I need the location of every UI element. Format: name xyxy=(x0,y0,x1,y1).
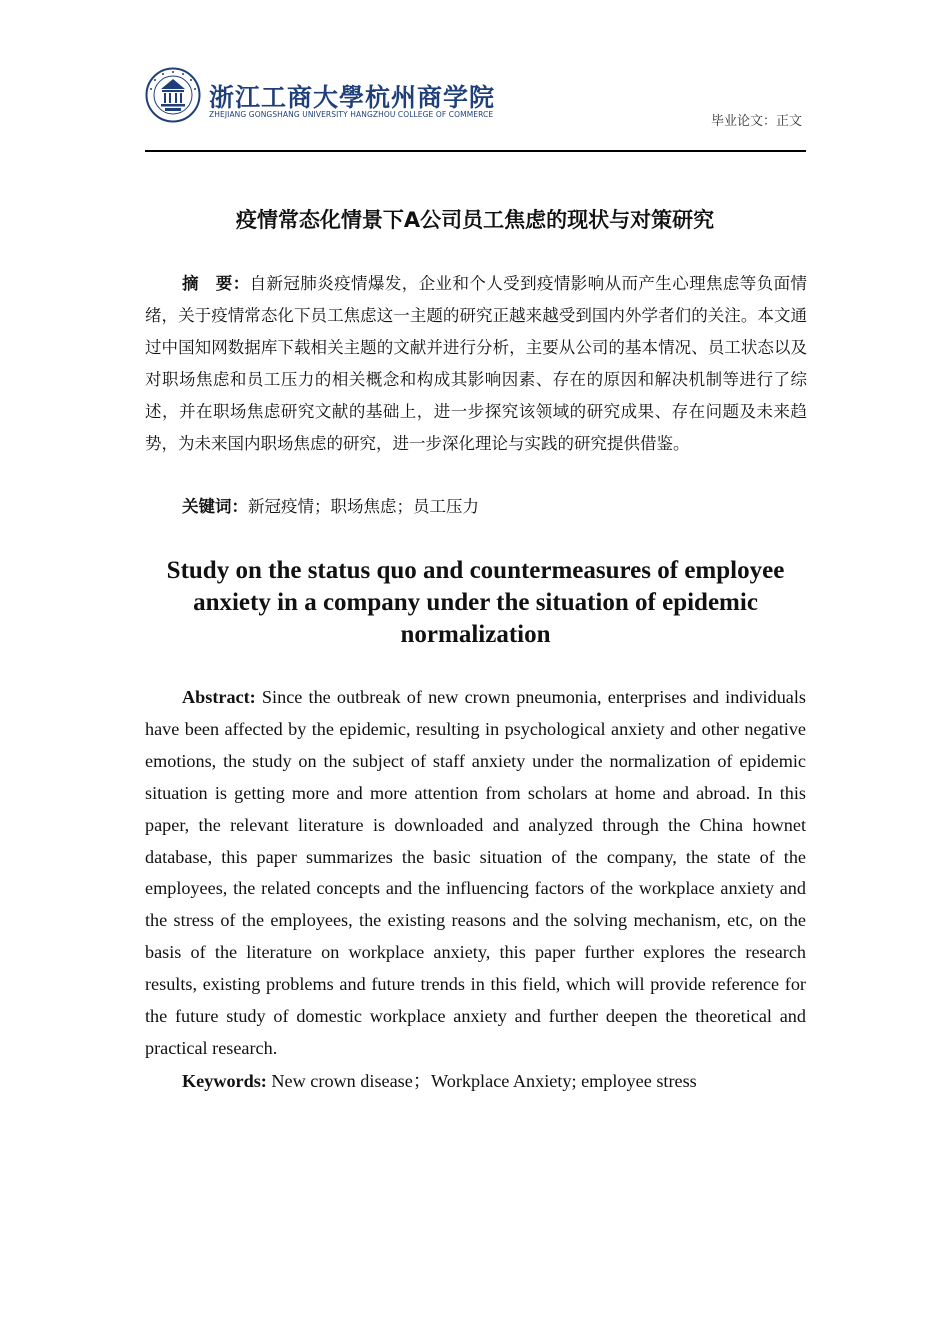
page-header xyxy=(145,64,806,152)
english-title: Study on the status quo and countermeasures of employee anxiety in a company under the situation of epidemic normalization xyxy=(166,557,785,648)
english-keywords-text: New crown disease；Workplace Anxiety; employee stress xyxy=(266,1071,697,1091)
university-seal-icon xyxy=(145,67,201,123)
english-abstract-text: Since the outbreak of new crown pneumonia, enterprises and individuals have been affected by the epidemic, resulting in psychological anxiety and other negative emotions, the study on the subject of staff anxiety under the normalization of epidemic situation is getting more and more attention from scholars at home and abroad. In this paper, the relevant literature is downloaded and analyzed through the China hownet database, this paper summarizes the basic situation of the company, the state of the employees, the related concepts and the influencing factors of the workplace anxiety and the stress of the employees, the existing reasons and the solving mechanism, etc, on the basis of the literature on workplace anxiety, this paper further explores the research results, existing problems and future trends in this field, which will provide reference for the future study of domestic workplace anxiety and further deepen the theoretical and practical research. xyxy=(145,687,806,1058)
english-keywords xyxy=(182,1065,697,1097)
chinese-abstract-label: 摘 要： xyxy=(182,274,250,293)
chinese-title: 疫情常态化情景下A公司员工焦虑的现状与对策研究 xyxy=(235,208,715,232)
english-keywords-label: Keywords: xyxy=(182,1071,267,1091)
header-divider xyxy=(145,150,806,152)
chinese-keywords xyxy=(182,491,479,523)
university-logo-english: ZHEJIANG GONGSHANG UNIVERSITY HANGZHOU COLLEGE OF COMMERCE xyxy=(209,110,494,119)
english-abstract xyxy=(145,682,806,1065)
chinese-abstract-text: 自新冠肺炎疫情爆发，企业和个人受到疫情影响从而产生心理焦虑等负面情绪，关于疫情常态化下员工焦虑这一主题的研究正越来越受到国内外学者们的关注。本文通过中国知网数据库下载相关主题的文献并进行分析，主要从公司的基本情况、员工状态以及对职场焦虑和员工压力的相关概念和构成其影响因素、存在的原因和解决机制等进行了综述，并在职场焦虑研究文献的基础上，进一步探究该领域的研究成果、存在问题及未来趋势，为未来国内职场焦虑的研究，进一步深化理论与实践的研究提供借鉴。 xyxy=(145,274,808,453)
english-abstract-label: Abstract: xyxy=(182,687,256,707)
university-logo-chinese: 浙江工商大學杭州商学院 xyxy=(209,83,496,112)
chinese-keywords-label: 关键词： xyxy=(182,497,248,516)
chinese-abstract xyxy=(145,268,807,460)
chinese-keywords-text: 新冠疫情；职场焦虑；员工压力 xyxy=(248,497,479,516)
document-type-label: 毕业论文：正文 xyxy=(710,114,802,129)
